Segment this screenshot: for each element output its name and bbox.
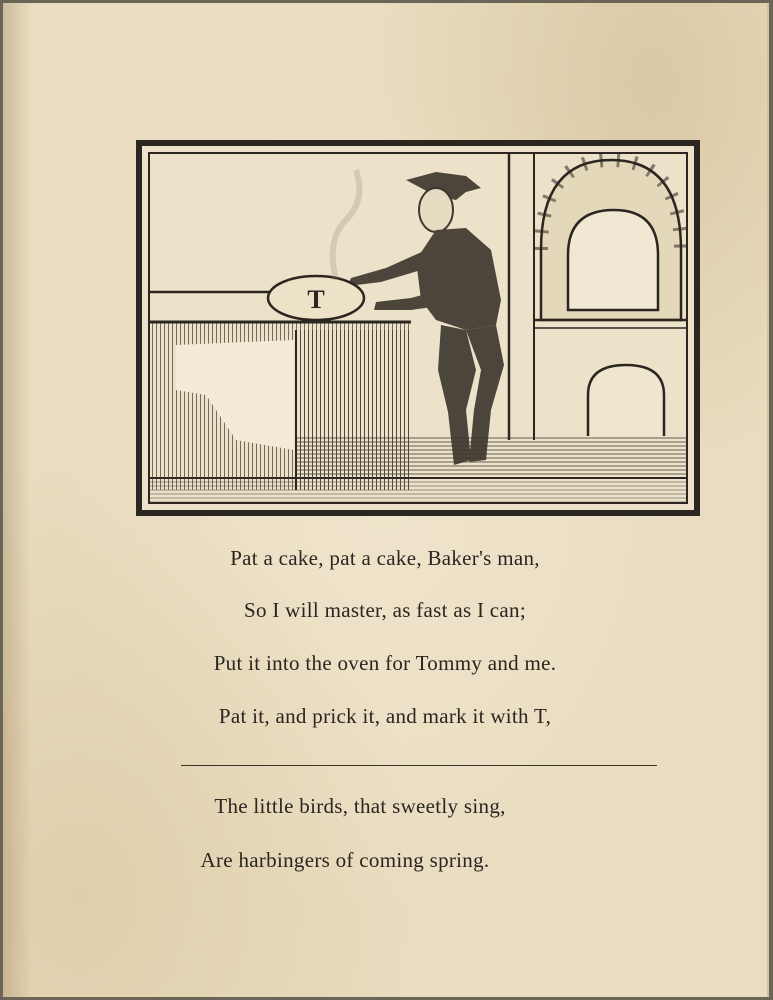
- baker-woodcut-illustration: [136, 140, 700, 516]
- rhyme-line-4: Pat it, and prick it, and mark it with T,: [218, 704, 552, 728]
- couplet-line-1: The little birds, that sweetly sing,: [214, 794, 506, 818]
- platter-letter: T: [307, 285, 325, 314]
- book-page: [3, 3, 769, 997]
- section-divider: [181, 765, 657, 766]
- rhyme-line-2: So I will master, as fast as I can;: [243, 598, 526, 622]
- rhyme-line-3: Put it into the oven for Tommy and me.: [213, 651, 557, 675]
- rhyme-line-1: Pat a cake, pat a cake, Baker's man,: [230, 546, 540, 570]
- couplet-line-2: Are harbingers of coming spring.: [200, 848, 490, 872]
